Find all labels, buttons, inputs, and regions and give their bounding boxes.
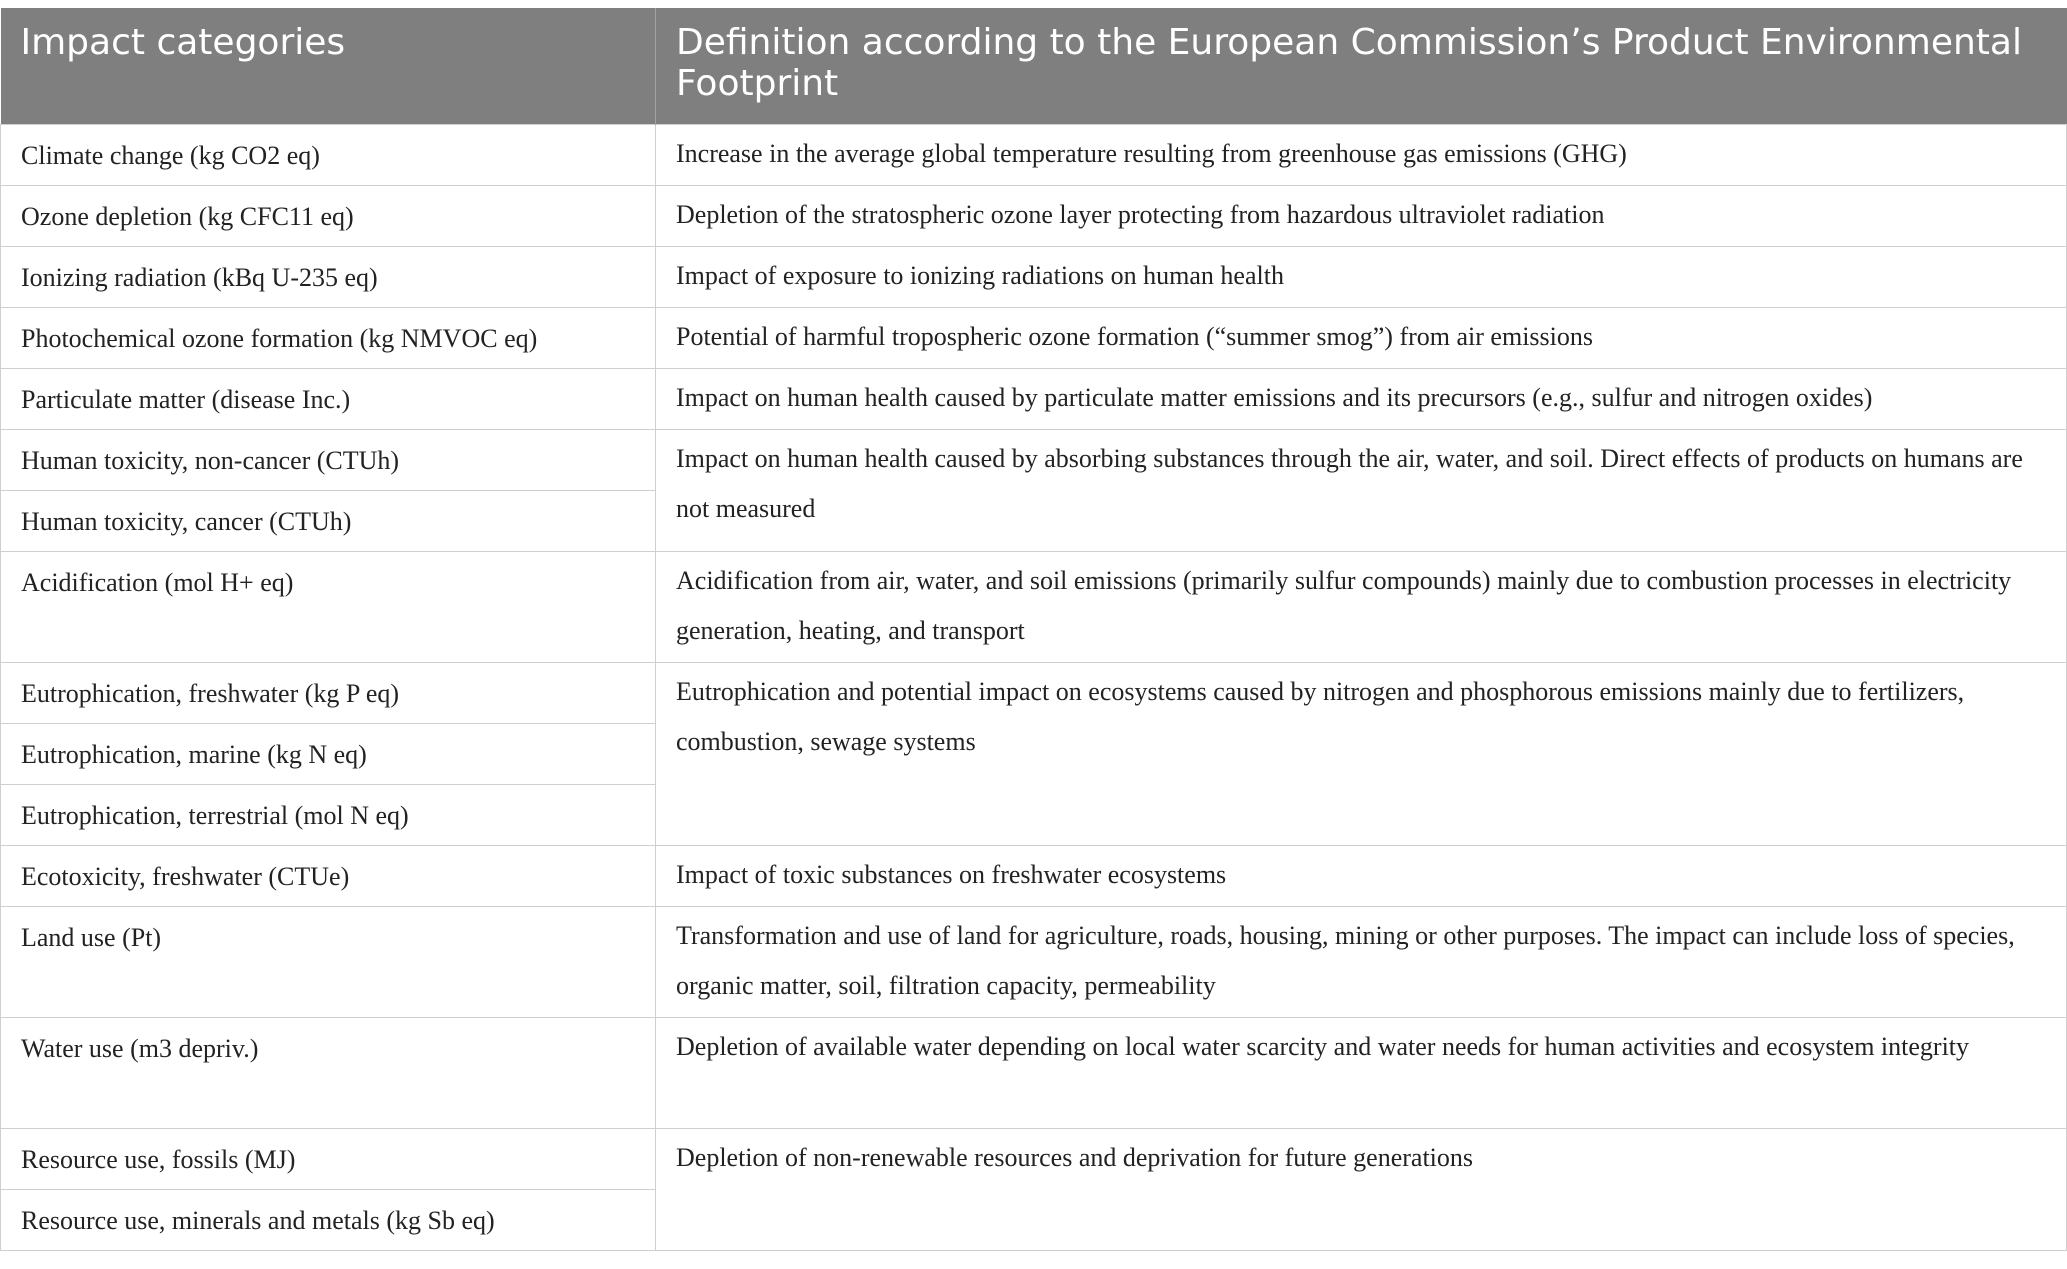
- definition-cell: Transformation and use of land for agriculture, roads, housing, mining or other purposes. The impact can include loss of species, organic matter, soil, filtration capacity, permeability: [656, 906, 2067, 1017]
- table-row: [1, 246, 2067, 307]
- table-row: [1, 368, 2067, 429]
- impact-category-cell: Climate change (kg CO2 eq): [1, 124, 656, 185]
- definition-cell: Acidification from air, water, and soil emissions (primarily sulfur compounds) mainly due to combustion processes in electricity generation, heating, and transport: [656, 551, 2067, 662]
- header-row: [1, 8, 2067, 124]
- column-header-definition: Definition according to the European Commission’s Product Environmental Footprint: [656, 8, 2067, 124]
- impact-category-cell: Human toxicity, cancer (CTUh): [1, 490, 656, 551]
- definition-cell: Increase in the average global temperature resulting from greenhouse gas emissions (GHG): [656, 124, 2067, 185]
- table-row: [1, 307, 2067, 368]
- impact-category-cell: Human toxicity, non-cancer (CTUh): [1, 429, 656, 490]
- impact-category-cell: Particulate matter (disease Inc.): [1, 368, 656, 429]
- definition-cell: Impact on human health caused by absorbing substances through the air, water, and soil. Direct effects of products on humans are not measured: [656, 429, 2067, 551]
- definition-cell: Impact of exposure to ionizing radiations on human health: [656, 246, 2067, 307]
- table-header: [1, 8, 2067, 124]
- impact-category-cell: Resource use, minerals and metals (kg Sb eq): [1, 1189, 656, 1250]
- impact-categories-table: [0, 8, 2067, 1251]
- definition-cell: Impact of toxic substances on freshwater ecosystems: [656, 845, 2067, 906]
- impact-category-cell: Eutrophication, terrestrial (mol N eq): [1, 784, 656, 845]
- impact-category-cell: Eutrophication, marine (kg N eq): [1, 723, 656, 784]
- impact-category-cell: Water use (m3 depriv.): [1, 1017, 656, 1128]
- impact-category-cell: Ecotoxicity, freshwater (CTUe): [1, 845, 656, 906]
- definition-cell: Depletion of the stratospheric ozone layer protecting from hazardous ultraviolet radiation: [656, 185, 2067, 246]
- table-row: [1, 429, 2067, 490]
- definition-cell: Impact on human health caused by particulate matter emissions and its precursors (e.g., sulfur and nitrogen oxides): [656, 368, 2067, 429]
- table-row: [1, 185, 2067, 246]
- impact-category-cell: Resource use, fossils (MJ): [1, 1128, 656, 1189]
- table-row: [1, 662, 2067, 723]
- table-row: [1, 124, 2067, 185]
- column-header-impact-categories: Impact categories: [1, 8, 656, 124]
- table-row: [1, 906, 2067, 1017]
- impact-category-cell: Ionizing radiation (kBq U-235 eq): [1, 246, 656, 307]
- table-body: [1, 124, 2067, 1250]
- table-row: [1, 1017, 2067, 1128]
- table-row: [1, 1128, 2067, 1189]
- table-row: [1, 551, 2067, 662]
- impact-category-cell: Ozone depletion (kg CFC11 eq): [1, 185, 656, 246]
- impact-category-cell: Photochemical ozone formation (kg NMVOC eq): [1, 307, 656, 368]
- impact-category-cell: Acidification (mol H+ eq): [1, 551, 656, 662]
- impact-category-cell: Land use (Pt): [1, 906, 656, 1017]
- table-row: [1, 845, 2067, 906]
- definition-cell: Depletion of available water depending on local water scarcity and water needs for human activities and ecosystem integrity: [656, 1017, 2067, 1128]
- definition-cell: Depletion of non-renewable resources and deprivation for future generations: [656, 1128, 2067, 1250]
- impact-category-cell: Eutrophication, freshwater (kg P eq): [1, 662, 656, 723]
- definition-cell: Potential of harmful tropospheric ozone formation (“summer smog”) from air emissions: [656, 307, 2067, 368]
- definition-cell: Eutrophication and potential impact on ecosystems caused by nitrogen and phosphorous emissions mainly due to fertilizers, combustion, sewage systems: [656, 662, 2067, 845]
